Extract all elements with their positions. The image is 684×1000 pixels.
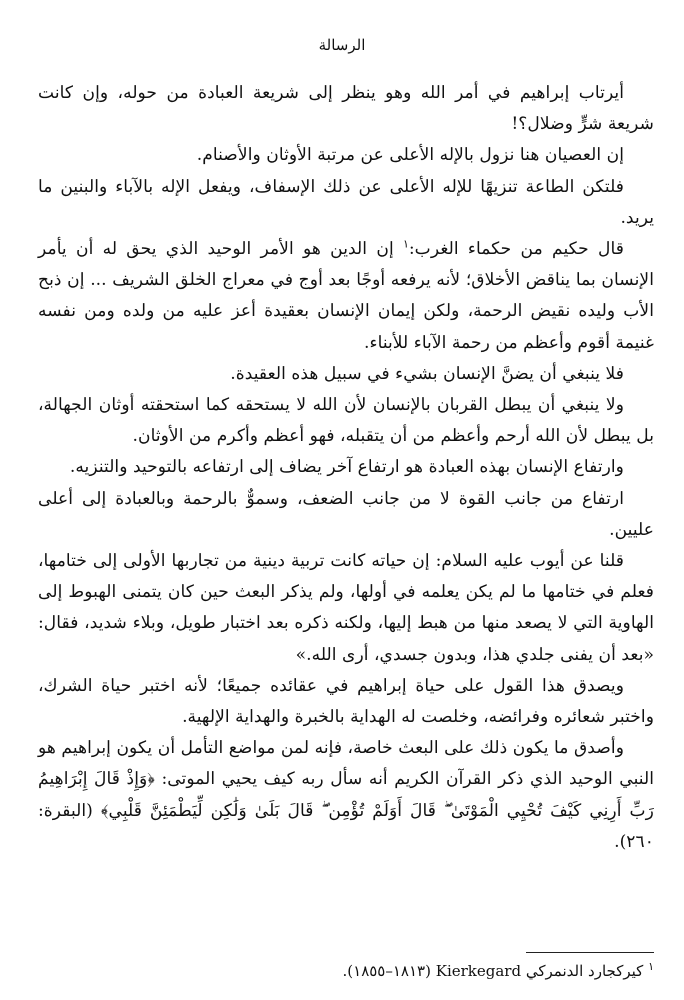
paragraph-6: ولا ينبغي أن يبطل القربان بالإنسان لأن الله لا يستحقه كما استحقته أوثان الجهالة، بل يبطل لأن الله أرحم وأعظم من أن يتقبله، فهو أعظم وأكرم من الأوثان. [38, 395, 654, 447]
paragraph-1: أيرتاب إبراهيم في أمر الله وهو ينظر إلى شريعة العبادة من حوله، وإن كانت شريعة شرٍّ وضلال؟! [38, 83, 654, 135]
paragraph-9: قلنا عن أيوب عليه السلام: إن حياته كانت تربية دينية من تجاربها الأولى إلى ختامها، فعلم في ختامها ما لم يكن يعلمه في أولها، ولم يذكر البعث حين كان يتمنى الهبوط إلى الهاوية التي لا يصعد منها من هبط إليها، ولكنه ذكره بعد اختبار طويل، وبلاء شديد، فقال: «بعد أن يفنى جلدي هذا، وبدون جسدي، أرى الله.» [38, 551, 654, 665]
paragraph-11: وأصدق ما يكون ذلك على البعث خاصة، فإنه لمن مواضع التأمل أن يكون إبراهيم هو النبي الوحيد الذي ذكر القرآن الكريم أنه سأل ربه كيف يحيي الموتى: ﴿وَإِذْ قَالَ إِبْرَاهِيمُ رَبِّ أَرِنِي كَيْفَ تُحْيِي الْمَوْتَىٰ ۖ قَالَ أَوَلَمْ تُؤْمِن ۖ قَالَ بَلَىٰ وَلَٰكِن لِّيَطْمَئِنَّ قَلْبِي﴾ (البقرة: ٢٦٠). [38, 738, 654, 852]
paragraph-4 [38, 234, 654, 359]
quote-intro: قال حكيم من حكماء الغرب: [408, 239, 624, 260]
paragraph-8: ارتفاع من جانب القوة لا من جانب الضعف، وسموٌّ بالرحمة وبالعبادة إلى أعلى عليين. [38, 488, 654, 540]
paragraph-5: فلا ينبغي أن يضنَّ الإنسان بشيء في سبيل هذه العقيدة. [230, 363, 624, 384]
paragraph-4-body: إن الدين هو الأمر الوحيد الذي يحق له أن يأمر الإنسان بما يناقض الأخلاق؛ لأنه يرفعه أوجًا بعد أوج في معراج الخلق الشريف ... إن ذبح الأب وليده نقيض الرحمة، ولكن إيمان الإنسان بعقيدة أعز عليه من ولده ومن نفسه غنيمة أقوم وأعظم من رحمة الآباء للأبناء. [38, 239, 654, 353]
footnote-text-latin: Kierkegard [435, 962, 522, 980]
footnote-marker: ١ [648, 960, 654, 973]
footnote [38, 960, 654, 982]
footnote-reference[interactable]: ١ [402, 237, 409, 251]
footnote-dates: (١٨١٣–١٨٥٥). [342, 962, 431, 980]
footnote-divider [526, 952, 654, 953]
paragraph-3: فلتكن الطاعة تنزيهًا للإله الأعلى عن ذلك الإسفاف، ويفعل الإله بالآباء والبنين ما يريد. [38, 176, 654, 228]
paragraph-10: ويصدق هذا القول على حياة إبراهيم في عقائده جميعًا؛ لأنه اختبر حياة الشرك، واختبر شعائره وفرائضه، وخلصت له الهداية بالخبرة والهداية الإلهية. [38, 675, 654, 728]
footnote-text-arabic: كيركجارد الدنمركي [525, 962, 644, 980]
paragraph-2: إن العصيان هنا نزول بالإله الأعلى عن مرتبة الأوثان والأصنام. [196, 145, 624, 166]
body-text [38, 78, 654, 858]
paragraph-7: وارتفاع الإنسان بهذه العبادة هو ارتفاع آخر يضاف إلى ارتفاعه بالتوحيد والتنزيه. [69, 457, 624, 478]
running-header: الرسالة [318, 36, 366, 54]
